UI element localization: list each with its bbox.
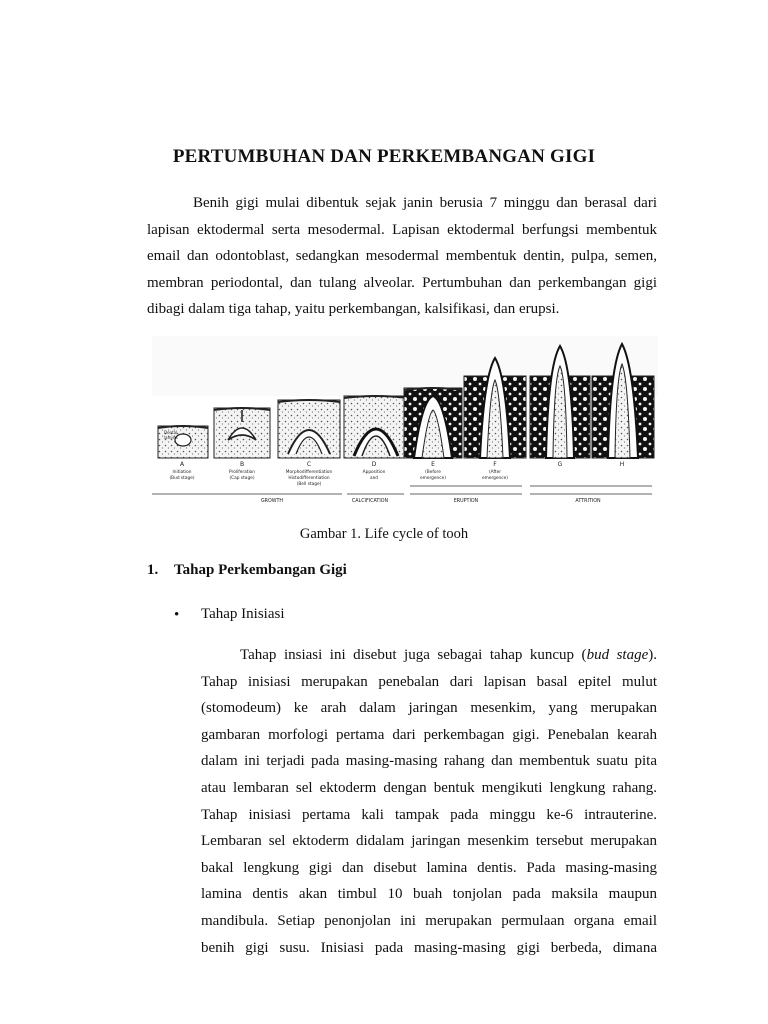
intro-line: email dan odontoblast, sedangkan mesodermal membentuk dentin, pulpa, semen, — [147, 248, 657, 264]
intro-line: membran periodontal, dan tulang alveolar. Pertumbuhan dan perkembangan gigi — [147, 274, 657, 291]
stage-letter: D — [371, 461, 377, 468]
dental-lamina-label: lamina — [164, 435, 178, 440]
bullet-symbol: • — [174, 607, 180, 623]
tooth-stages-illustration — [152, 336, 658, 508]
stage-letter: G — [557, 461, 563, 468]
body-paragraph — [201, 642, 657, 961]
body-line-text: ). — [648, 647, 657, 663]
phase-label: ERUPTION — [453, 499, 479, 504]
stage-label: Histodifferentiation — [288, 476, 330, 481]
phase-label: ATTRITION — [575, 499, 601, 504]
stage-label: Morphodifferentiation — [285, 470, 333, 475]
page-title: PERTUMBUHAN DAN PERKEMBANGAN GIGI — [172, 146, 596, 167]
stage-letter: H — [619, 461, 625, 468]
intro-line: Benih gigi mulai dibentuk sejak janin berusia 7 minggu dan berasal dari — [193, 195, 657, 211]
body-line: gambaran morfologi pertama dari perkembagan gigi. Penebalan kearah — [201, 726, 657, 743]
stage-letter: F — [493, 461, 497, 468]
intro-paragraph — [147, 190, 657, 323]
intro-line: lapisan ektodermal serta mesodermal. Lapisan ektodermal berfungsi membentuk — [147, 221, 657, 238]
stage-letter: B — [239, 461, 245, 468]
dental-lamina-label: Dental — [164, 430, 178, 435]
stage-label: Apposition — [362, 470, 386, 475]
stage-label: Initiation — [172, 470, 192, 475]
body-line — [201, 642, 657, 669]
figure-caption: Gambar 1. Life cycle of tooh — [299, 526, 469, 542]
body-line: Lembaran sel ektoderm didalam jaringan mesenkim tersebut merupakan — [201, 833, 657, 850]
stage-e-drawing — [404, 388, 462, 458]
stage-letter: E — [431, 461, 435, 468]
body-line: Tahap inisiasi merupakan penebalan dari lapisan basal epitel mulut — [201, 673, 657, 690]
stage-d-drawing — [344, 396, 408, 458]
stage-letter: C — [306, 461, 312, 468]
stage-label: and — [369, 476, 379, 481]
stage-c-drawing — [278, 400, 340, 458]
stage-label: (After — [489, 470, 501, 475]
stage-label: emergence) — [482, 476, 508, 481]
body-line: bakal lengkung gigi dan disebut lamina dentis. Pada masing-masing — [201, 859, 657, 876]
intro-line: dibagi dalam tiga tahap, yaitu perkembangan, kalsifikasi, dan erupsi. — [147, 301, 560, 317]
phase-label: GROWTH — [260, 499, 284, 504]
body-line: Tahap inisiasi pertama kali tampak pada minggu ke-6 intrauterine. — [201, 806, 657, 823]
stage-label: (Bud stage) — [169, 476, 195, 481]
stage-b-drawing — [214, 408, 270, 458]
section-number: 1. — [147, 562, 159, 578]
stage-label: (Before — [425, 470, 441, 475]
body-italic-term: bud stage — [586, 647, 649, 663]
stage-a-drawing — [158, 426, 208, 458]
stage-label: (Cap stage) — [229, 476, 255, 481]
body-line: (stomodeum) ke arah dalam jaringan mesenkim, yang merupakan — [201, 700, 657, 717]
body-line: mandibula. Setiap penonjolan ini merupakan permulaan organa email — [201, 912, 657, 929]
section-heading: Tahap Perkembangan Gigi — [174, 562, 347, 578]
stage-label: Proliferation — [229, 470, 255, 475]
body-line-text: Tahap insiasi ini disebut juga sebagai tahap kuncup ( — [240, 647, 587, 663]
body-line: lamina dentis akan timbul 10 buah tonjolan pada maksila maupun — [201, 886, 657, 903]
body-line: dalam ini terjadi pada masing-masing rahang dan membentuk suatu pita — [201, 753, 657, 770]
phase-label: CALCIFICATION — [351, 499, 389, 504]
bullet-item-text: Tahap Inisiasi — [201, 606, 285, 622]
body-line: atau lembaran sel ektoderm dengan bentuk mengikuti lengkung rahang. — [201, 779, 657, 796]
stage-label: emergence) — [420, 476, 446, 481]
tooth-life-cycle-figure — [152, 336, 658, 508]
stage-label: (Bell stage) — [296, 482, 322, 487]
body-line: benih gigi susu. Inisiasi pada masing-masing gigi berbeda, dimana — [201, 939, 657, 956]
stage-letter: A — [179, 461, 185, 468]
